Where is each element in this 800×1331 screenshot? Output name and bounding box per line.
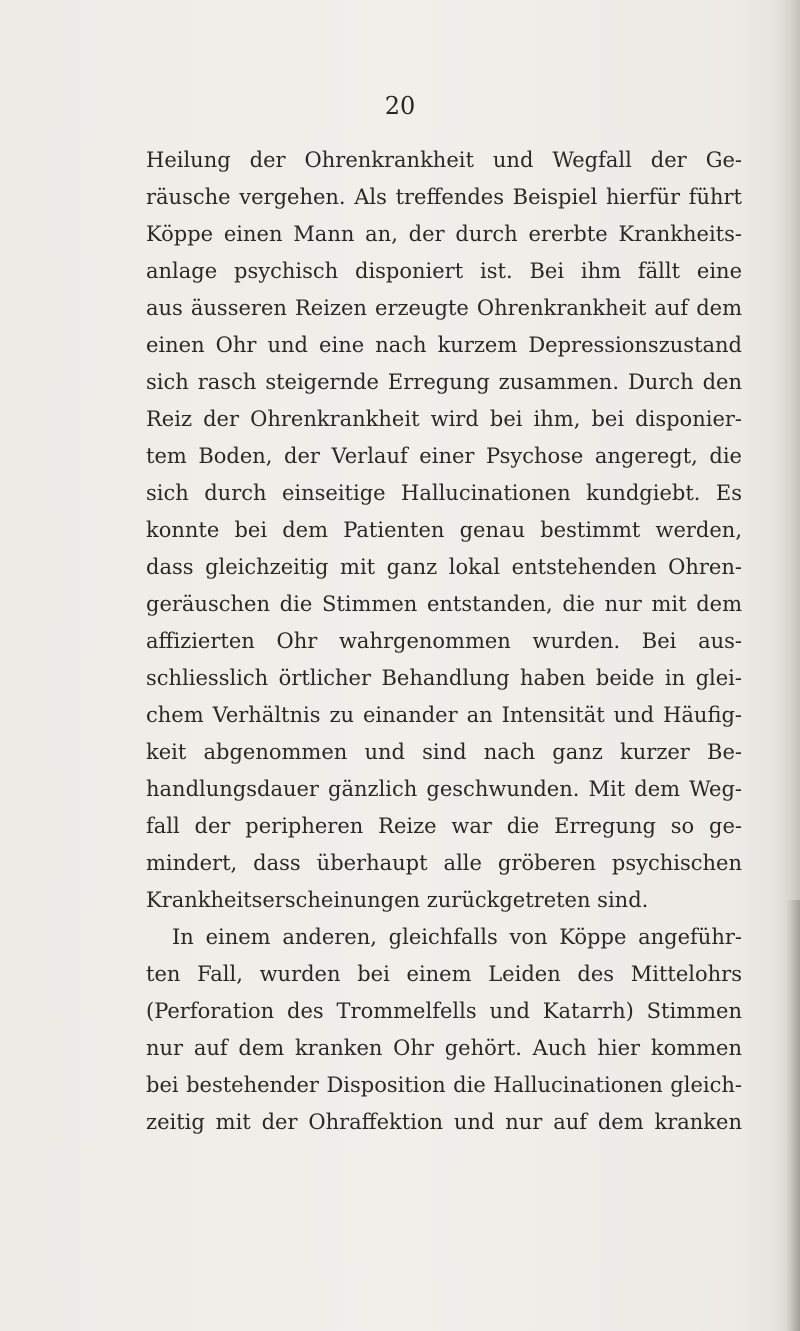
text-line-paragraph-start: In einem anderen, gleichfalls von Köppe angeführ-	[172, 925, 742, 949]
text-line: Krankheitserscheinungen zurückgetreten sind.	[146, 888, 649, 912]
text-line: aus äusseren Reizen erzeugte Ohrenkrankheit auf dem	[146, 296, 742, 320]
text-line: einen Ohr und eine nach kurzem Depressionszustand	[146, 333, 742, 357]
text-line: ten Fall, wurden bei einem Leiden des Mittelohrs	[146, 962, 742, 986]
text-line: Reiz der Ohrenkrankheit wird bei ihm, bei disponier-	[146, 407, 742, 431]
text-line: affizierten Ohr wahrgenommen wurden. Bei aus-	[146, 629, 742, 653]
text-line: schliesslich örtlicher Behandlung haben beide in glei-	[146, 666, 742, 690]
text-line: geräuschen die Stimmen entstanden, die nur mit dem	[146, 592, 742, 616]
text-line: konnte bei dem Patienten genau bestimmt werden,	[146, 518, 742, 542]
text-line: handlungsdauer gänzlich geschwunden. Mit dem Weg-	[146, 777, 742, 801]
text-line: sich rasch steigernde Erregung zusammen. Durch den	[146, 370, 742, 394]
text-line: zeitig mit der Ohraffektion und nur auf dem kranken	[146, 1110, 742, 1134]
text-line: nur auf dem kranken Ohr gehört. Auch hier kommen	[146, 1036, 742, 1060]
text-line: räusche vergehen. Als treffendes Beispiel hierfür führt	[146, 185, 742, 209]
text-line: sich durch einseitige Hallucinationen kundgiebt. Es	[146, 481, 742, 505]
body-text	[146, 142, 742, 1141]
text-line: dass gleichzeitig mit ganz lokal entstehenden Ohren-	[146, 555, 742, 579]
page-edge-shadow-bottom	[786, 900, 800, 1331]
text-line: Köppe einen Mann an, der durch ererbte Krankheits-	[146, 222, 742, 246]
text-line: mindert, dass überhaupt alle gröberen psychischen	[146, 851, 742, 875]
text-line: tem Boden, der Verlauf einer Psychose angeregt, die	[146, 444, 742, 468]
text-line: Heilung der Ohrenkrankheit und Wegfall der Ge-	[146, 148, 742, 172]
page-number: 20	[384, 92, 416, 120]
text-line: (Perforation des Trommelfells und Katarrh) Stimmen	[146, 999, 742, 1023]
text-line: fall der peripheren Reize war die Erregung so ge-	[146, 814, 742, 838]
text-line: chem Verhältnis zu einander an Intensität und Häufig-	[146, 703, 742, 727]
text-line: bei bestehender Disposition die Hallucinationen gleich-	[146, 1073, 742, 1097]
text-line: anlage psychisch disponiert ist. Bei ihm fällt eine	[146, 259, 742, 283]
text-line: keit abgenommen und sind nach ganz kurzer Be-	[146, 740, 742, 764]
